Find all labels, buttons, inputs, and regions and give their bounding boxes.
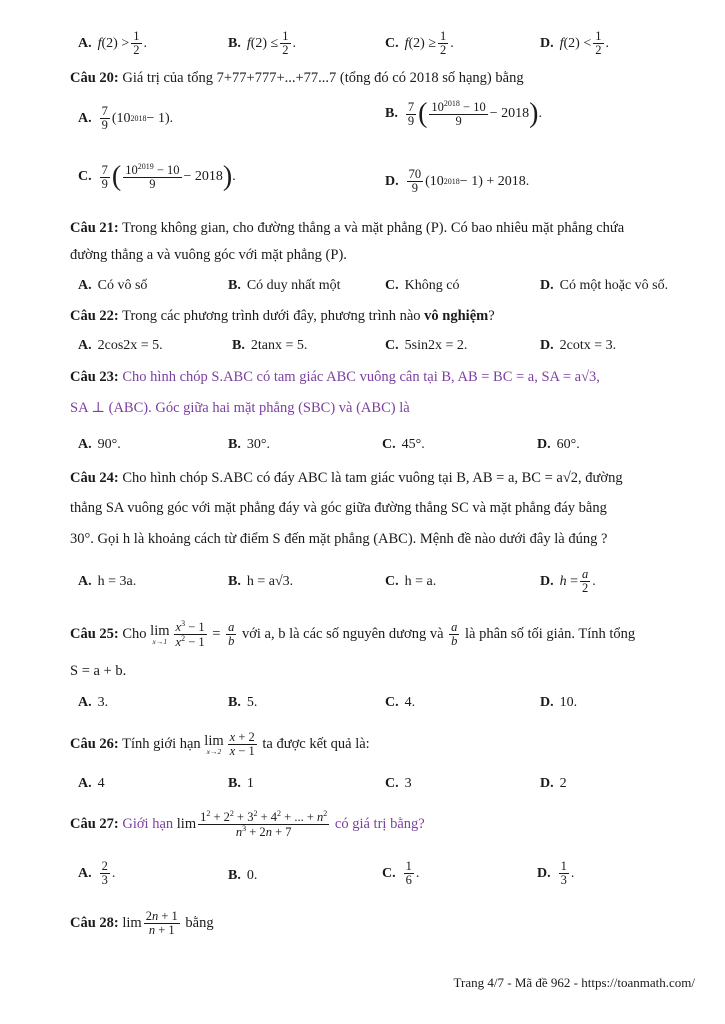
q19-option-a[interactable]: A. f (2) > $\frac{1}{2}$ . bbox=[78, 29, 147, 58]
q25-option-b[interactable]: B. 5. bbox=[228, 695, 258, 710]
q28-stem: Câu 28: lim $\frac{2n + 1}{n + 1}$ bằng bbox=[70, 909, 214, 938]
q19-option-b[interactable]: B. f (2) ≤ $\frac{1}{2}$ . bbox=[228, 29, 296, 58]
q20-option-c[interactable]: C. $\frac{7}{9}$ ( $\frac{10^{2019} - 10}{9}$ − 2018 ) . bbox=[78, 161, 236, 193]
q27-option-d[interactable]: D. $\frac{1}{3}$ . bbox=[537, 859, 575, 888]
q25-option-c[interactable]: C. 4. bbox=[385, 695, 416, 710]
q24-option-c[interactable]: C. h = a. bbox=[385, 574, 437, 589]
q25-stem-line1: Câu 25: Cho lim x→1 $\frac{x^3 - 1}{x^2 - 1}$ = $\frac{a}{b}$ với a, b là các số nguyên dương và $\frac{a}{b}$ là phân số tối giản. Tính tổng bbox=[70, 619, 636, 650]
q26-option-d[interactable]: D. 2 bbox=[540, 776, 567, 791]
q23-option-c[interactable]: C. 45°. bbox=[382, 437, 425, 452]
q26-option-c[interactable]: C. 3 bbox=[385, 776, 412, 791]
q20-option-a[interactable]: A. $\frac{7}{9}$ (10 2018 − 1). bbox=[78, 104, 174, 133]
q19-option-c[interactable]: C. f (2) ≥ $\frac{1}{2}$ . bbox=[385, 29, 454, 58]
q27-option-a[interactable]: A. $\frac{2}{3}$ . bbox=[78, 859, 116, 888]
q22-option-d[interactable]: D. 2cotx = 3. bbox=[540, 338, 617, 353]
q26-stem: Câu 26: Tính giới hạn lim x→2 $\frac{x + 2}{x - 1}$ ta được kết quả là: bbox=[70, 730, 370, 759]
q22-stem: Câu 22: Trong các phương trình dưới đây, phương trình nào vô nghiệm? bbox=[70, 308, 495, 324]
q25-stem-line2: S = a + b. bbox=[70, 663, 127, 679]
q21-option-b[interactable]: B. Có duy nhất một bbox=[228, 278, 341, 293]
q23-option-d[interactable]: D. 60°. bbox=[537, 437, 580, 452]
q23-option-a[interactable]: A. 90°. bbox=[78, 437, 121, 452]
q22-option-c[interactable]: C. 5sin2x = 2. bbox=[385, 338, 468, 353]
q22-option-b[interactable]: B. 2tanx = 5. bbox=[232, 338, 308, 353]
q21-option-c[interactable]: C. Không có bbox=[385, 278, 460, 293]
q23-option-b[interactable]: B. 30°. bbox=[228, 437, 270, 452]
q22-option-a[interactable]: A. 2cos2x = 5. bbox=[78, 338, 163, 353]
q24-option-b[interactable]: B. h = a√3. bbox=[228, 574, 294, 589]
q26-option-b[interactable]: B. 1 bbox=[228, 776, 254, 791]
page-footer: Trang 4/7 - Mã đề 962 - https://toanmath.com/ bbox=[453, 975, 695, 990]
q25-option-d[interactable]: D. 10. bbox=[540, 695, 578, 710]
q21-option-d[interactable]: D. Có một hoặc vô số. bbox=[540, 278, 669, 293]
q23-stem-line1: Câu 23: Cho hình chóp S.ABC có tam giác ABC vuông cân tại B, AB = BC = a, SA = a√3, bbox=[70, 369, 600, 385]
q24-option-d[interactable]: D. h = $\frac{a}{2}$ . bbox=[540, 567, 596, 596]
q20-option-d[interactable]: D. $\frac{70}{9}$ (10 2018 − 1) + 2018. bbox=[385, 167, 530, 196]
q27-option-c[interactable]: C. $\frac{1}{6}$ . bbox=[382, 859, 420, 888]
q24-option-a[interactable]: A. h = 3a. bbox=[78, 574, 137, 589]
q23-stem-line2: SA ⊥ (ABC). Góc giữa hai mặt phẳng (SBC) và (ABC) là bbox=[70, 400, 410, 416]
q20-stem: Câu 20: Giá trị của tổng 7+77+777+...+77...7 (tổng đó có 2018 số hạng) bằng bbox=[70, 70, 524, 86]
q24-stem-line1: Câu 24: Cho hình chóp S.ABC có đáy ABC là tam giác vuông tại B, AB = a, BC = a√2, đường bbox=[70, 470, 623, 486]
q27-stem: Câu 27: Giới hạn lim $\frac{1^2 + 2^2 + 3^2 + 4^2 + ... + n^2}{n^3 + 2n + 7}$ có giá trị bằng? bbox=[70, 809, 425, 840]
q27-option-b[interactable]: B. 0. bbox=[228, 868, 258, 883]
q24-stem-line3: 30°. Gọi h là khoảng cách từ điểm S đến mặt phẳng (ABC). Mệnh đề nào dưới đây là đúng ? bbox=[70, 531, 608, 547]
q20-option-b[interactable]: B. $\frac{7}{9}$ ( $\frac{10^{2018} - 10}{9}$ − 2018 ) . bbox=[385, 98, 542, 130]
q21-option-a[interactable]: A. Có vô số bbox=[78, 278, 148, 293]
q24-stem-line2: thẳng SA vuông góc với mặt phẳng đáy và góc giữa đường thẳng SC và mặt phẳng đáy bằng bbox=[70, 500, 607, 516]
q19-option-d[interactable]: D. f (2) < $\frac{1}{2}$ . bbox=[540, 29, 609, 58]
q26-option-a[interactable]: A. 4 bbox=[78, 776, 105, 791]
q21-stem-line1: Câu 21: Trong không gian, cho đường thẳng a và mặt phẳng (P). Có bao nhiêu mặt phẳng chứa bbox=[70, 220, 625, 236]
q21-stem-line2: đường thẳng a và vuông góc với mặt phẳng (P). bbox=[70, 247, 347, 263]
q25-option-a[interactable]: A. 3. bbox=[78, 695, 109, 710]
